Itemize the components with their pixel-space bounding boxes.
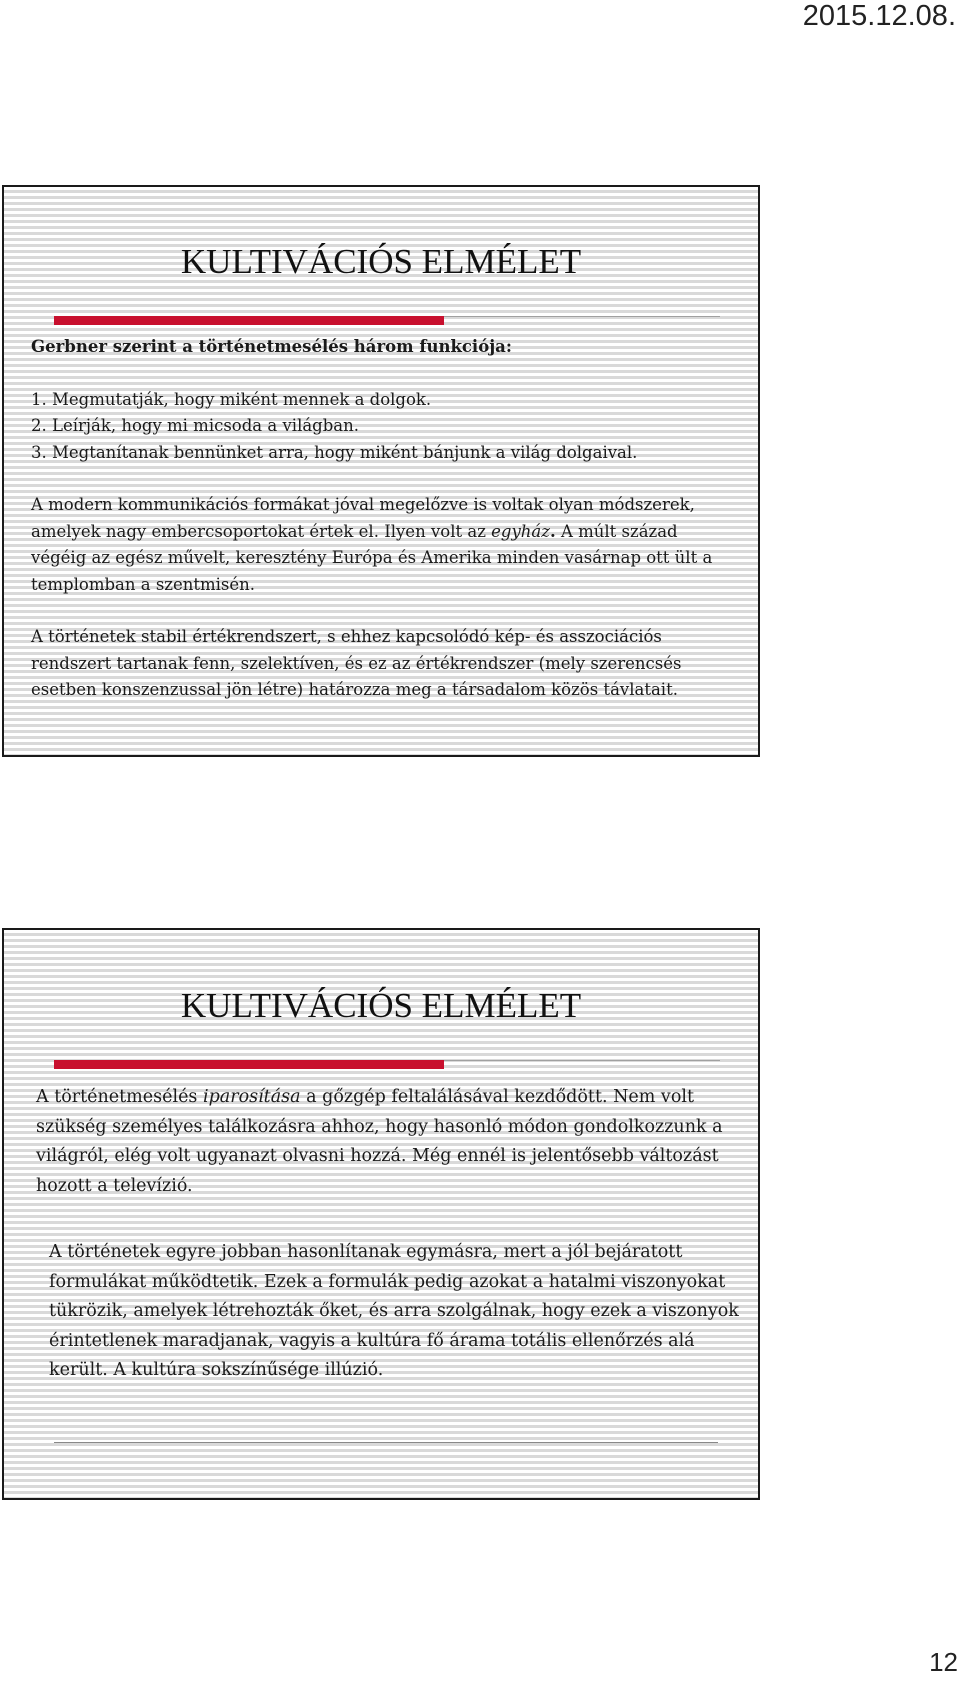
list-item: 1. Megmutatják, hogy miként mennek a dolgok. (31, 389, 432, 409)
title-rule (444, 1060, 720, 1061)
paragraph-text: A modern kommunikációs formákat jóval megelőzve is voltak olyan módszerek, amelyek nagy embercsoportokat értek el. Ilyen volt az (31, 495, 695, 541)
paragraph-text: A történetmesélés (36, 1087, 203, 1107)
paragraph-text: A múlt század végéig az egész művelt, keresztény Európa és Amerika minden vasárnap ott ült a templomban a szentmisén. (31, 521, 713, 594)
paragraph-industrialization (36, 1083, 746, 1201)
slide-title: KULTIVÁCIÓS ELMÉLET (180, 986, 582, 1025)
slide-2-para-1 (36, 1083, 746, 1201)
paragraph-church (31, 492, 731, 598)
slide-1-body (31, 334, 731, 704)
title-accent-bar (54, 316, 444, 325)
print-date: 2015.12.08. (802, 0, 956, 32)
paragraph-formulas: A történetek egyre jobban hasonlítanak egymásra, mert a jól bejáratott formulákat működtetik. Ezek a formulák pedig azokat a hatalmi viszonyokat tükrözik, amelyek létrehozták őket, és arra szolgálnak, hogy ezek a viszonyok érintetlenek maradjanak, vagyis a kultúra fő árama totális ellenőrzés alá került. A kultúra sokszínűsége illúzió. (49, 1242, 739, 1380)
paragraph-values: A történetek stabil értékrendszert, s ehhez kapcsolódó kép- és asszociációs rendszert tartanak fenn, szelektíven, és ez az értékrendszer (mely szerencsés esetben konszenzussal jön létre) határozza meg a társadalom közös távlatait. (31, 627, 682, 699)
paragraph-text: a gőzgép feltalálásával kezdődött. Nem volt szükség személyes találkozásra ahhoz, hogy hasonló módon gondolkozzunk a világról, elég volt ugyanazt olvasni hozzá. Még ennél is jelentősebb változást hozott a televízió. (36, 1087, 723, 1196)
title-accent-bar (54, 1060, 444, 1069)
slide-title: KULTIVÁCIÓS ELMÉLET (180, 242, 582, 281)
title-rule (444, 316, 720, 317)
slide-1 (2, 185, 760, 757)
footer-rule (54, 1442, 718, 1443)
page-number: 12 (929, 1647, 958, 1677)
slide-2-para-2 (49, 1238, 739, 1386)
emphasis-text: egyház (491, 521, 550, 541)
period: . (549, 521, 556, 541)
emphasis-text: iparosítása (202, 1087, 301, 1107)
list-item: 2. Leírják, hogy mi micsoda a világban. (31, 416, 360, 435)
slide-2 (2, 928, 760, 1500)
section-heading: Gerbner szerint a történetmesélés három funkciója: (31, 337, 512, 356)
list-item: 3. Megtanítanak bennünket arra, hogy miként bánjunk a világ dolgaival. (31, 442, 638, 462)
